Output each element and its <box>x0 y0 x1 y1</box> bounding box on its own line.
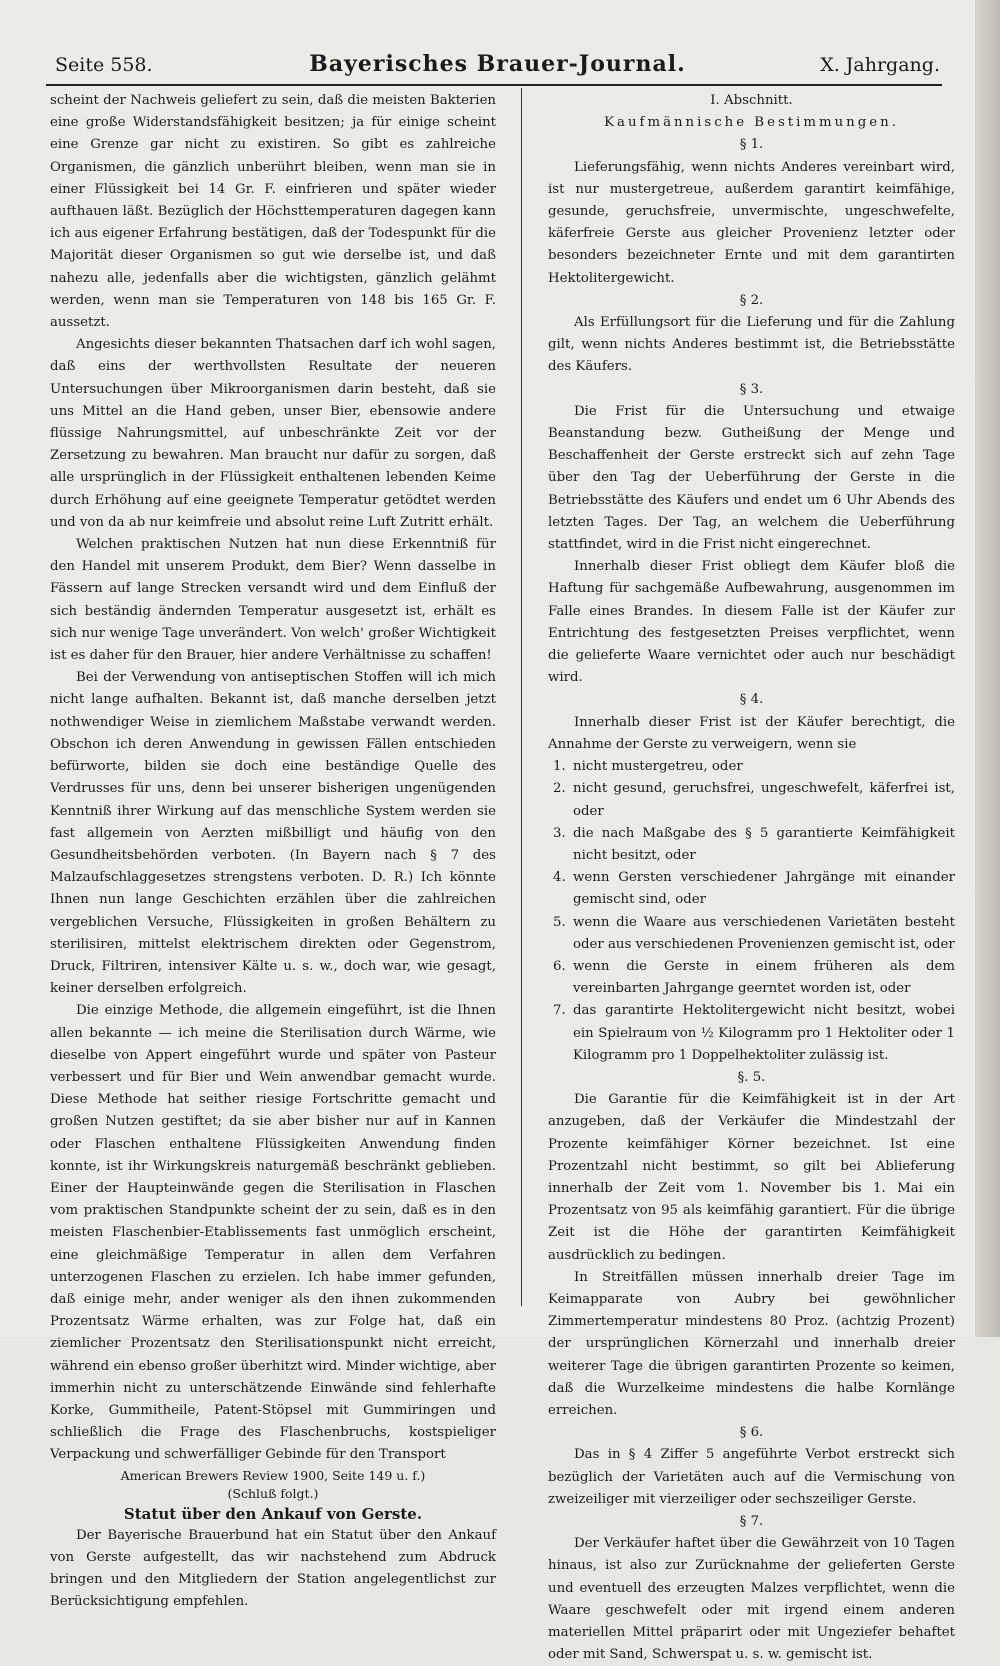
paragraph-number: § 2. <box>739 292 764 308</box>
paragraph-number: § 6. <box>739 1425 764 1441</box>
statute-paragraph: Innerhalb dieser Frist ist der Käufer berechtigt, die Annahme der Gerste zu verweigern, wenn sie <box>548 714 955 752</box>
refusal-conditions-list <box>548 756 955 1067</box>
list-item: 2. nicht gesund, geruchsfrei, ungeschwefelt, käferfrei ist, oder <box>553 781 955 819</box>
article-paragraph: Bei der Verwendung von antiseptischen Stoffen will ich mich nicht lange aufhalten. Bekannt ist, daß manche derselben jetzt nothwendiger Weise in ziemlichem Maßstabe verwandt werden. Obschon ich deren Anwendung in gewissen Fällen entschieden befürworte, bilden sie doch eine beständige Quelle des Verdrusses für uns, denn bei unserer bisherigen ungenügenden Kenntniß ihrer Wirkung auf das menschliche System werden sie fast allgemein von Aerzten mißbilligt und häufig von den Gesundheitsbehörden verboten. (In Bayern nach § 7 des Malzaufschlaggesetzes strengstens verboten. D. R.) Ich könnte Ihnen nun lange Geschichten erzählen über die zahlreichen vergeblichen Versuche, Flüssigkeiten in großen Behältern zu sterilisiren, mittelst elektrischem direkten oder Gegenstrom, Druck, Filtriren, intensiver Kälte u. s. w., doch war, wie gesagt, keiner derselben erfolgreich. <box>50 670 496 997</box>
paragraph-number: § 7. <box>739 1514 764 1529</box>
section-title: Kaufmännische Bestimmungen. <box>604 115 899 131</box>
statute-paragraph: In Streitfällen müssen innerhalb dreier Tage im Keimapparate von Aubry bei gewöhnlicher Zimmertemperatur mindestens 80 Proz. (achtzig Prozent) der ursprünglichen Körnerzahl und innerhalb dreier weiterer Tage die übrigen garantirten Prozente so keimen, daß die Wurzelkeime mindestens die halbe Kornlänge erreichen. <box>548 1269 955 1418</box>
statute-paragraph: Als Erfüllungsort für die Lieferung und für die Zahlung gilt, wenn nichts Anderes bestimmt ist, die Betriebsstätte des Käufers. <box>548 315 955 375</box>
article-paragraph: Die einzige Methode, die allgemein eingeführt, ist die Ihnen allen bekannte — ich meine die Sterilisation durch Wärme, wie dieselbe von Appert eingeführt wurde und später von Pasteur verbessert und für Bier und Wein anwendbar gemacht wurde. Diese Methode hat seither riesige Fortschritte gemacht und großen Nutzen gestiftet; da sie aber bisher nur auf in Kannen oder Flaschen enthaltene Flüssigkeiten Anwendung finden konnte, ist ihr Wirkungskreis naturgemäß beschränkt geblieben. Einer der Haupteinwände gegen die Sterilisation in Flaschen vom praktischen Standpunkte scheint der zu sein, daß es in den meisten Flaschenbier-Etablissements fast unmöglich erscheint, eine gleichmäßige Temperatur in allen dem Verfahren unterzogenen Flaschen zu erzielen. Ich habe immer gefunden, daß einige mehr, ander weniger als den ihnen zukommenden Prozentsatz Wärme erhalten, was zur Folge hat, daß ein ziemlicher Prozentsatz den Sterilisationspunkt nicht erreicht, während ein ebenso großer überhitzt wird. Minder wichtige, aber immerhin nicht zu unterschätzende Einwände sind fehlerhafte Korke, Gummitheile, Patent-Stöpsel mit Gummiringen und schließlich die Frage des Flaschenbruchs, kostspieliger Verpackung und schwerfälliger Gebinde für den Transport <box>50 1003 496 1463</box>
article-source: American Brewers Review 1900, Seite 149 u. f.) <box>120 1467 426 1483</box>
statute-title: Statut über den Ankauf von Gerste. <box>123 1504 423 1523</box>
page-header <box>55 51 940 84</box>
article-paragraph: scheint der Nachweis geliefert zu sein, daß die meisten Bakterien eine große Widerstandsfähigkeit besitzen; ja für einige scheint eine Grenze gar nicht zu existiren. So gibt es zahlreiche Organismen, die gänzlich unberührt bleiben, wenn man sie in einer Flüssigkeit bei 14 Gr. F. einfrieren und später wieder aufthauen läßt. Bezüglich der Höchsttemperaturen dagegen kann ich aus eigener Erfahrung bestätigen, daß der Todespunkt für die Majorität dieser Organismen so gut wie derselbe ist, und daß nahezu alle, jedenfalls aber die wichtigsten, gänzlich gelähmt werden, wenn man sie Temperaturen von 148 bis 165 Gr. F. aussetzt. <box>50 93 496 331</box>
list-item: 3. die nach Maßgabe des § 5 garantierte Keimfähigkeit nicht besitzt, oder <box>553 825 955 863</box>
section-heading: I. Abschnitt. <box>710 93 793 108</box>
statute-paragraph: Das in § 4 Ziffer 5 angeführte Verbot erstreckt sich bezüglich der Varietäten auch auf die Vermischung von zweizeiliger mit vierzeiliger oder sechszeiliger Gerste. <box>548 1447 955 1507</box>
article-paragraph: Welchen praktischen Nutzen hat nun diese Erkenntniß für den Handel mit unserem Produkt, dem Bier? Wenn dasselbe in Fässern auf lange Strecken versandt wird und dem Einfluß der sich beständig ändernden Temperatur ausgesetzt ist, erhält es sich nur wenige Tage unverändert. Von welch' großer Wichtigkeit ist es daher für den Brauer, hier andere Verhältnisse zu schaffen! <box>50 537 496 664</box>
volume-label: X. Jahrgang. <box>820 54 940 76</box>
paragraph-number: § 4. <box>739 692 764 708</box>
statute-intro: Der Bayerische Brauerbund hat ein Statut über den Ankauf von Gerste aufgestellt, das wir nachstehend zum Abdruck bringen und den Mitgliedern der Station angelegentlichst zur Berücksichtigung empfehlen. <box>50 1527 496 1610</box>
list-item: 4. wenn Gersten verschiedener Jahrgänge mit einander gemischt sind, oder <box>553 870 955 908</box>
page-edge-shadow <box>975 0 1000 1337</box>
statute-paragraph: Die Garantie für die Keimfähigkeit ist in der Art anzugeben, daß der Verkäufer die Mindestzahl der Prozente keimfähiger Körner bezeichnet. Ist eine Prozentzahl nicht bestimmt, so gilt bei Ablieferung innerhalb der Zeit vom 1. November bis 1. Mai ein Prozentsatz von 95 als keimfähig garantiert. Für die übrige Zeit ist die Höhe der garantirten Keimfähigkeit ausdrücklich zu bedingen. <box>548 1092 955 1263</box>
right-column <box>548 90 955 1666</box>
journal-title: Bayerisches Brauer-Journal. <box>309 51 686 77</box>
page-number: Seite 558. <box>55 54 153 76</box>
list-item: 7. das garantirte Hektolitergewicht nicht besitzt, wobei ein Spielraum von ½ Kilogramm pro 1 Hektoliter oder 1 Kilogramm pro 1 Doppelhektoliter zulässig ist. <box>553 1003 955 1063</box>
list-item: 5. wenn die Waare aus verschiedenen Varietäten besteht oder aus verschiedenen Provenienzen gemischt ist, oder <box>553 914 955 952</box>
paragraph-number: §. 5. <box>737 1069 766 1085</box>
column-divider <box>521 88 522 1306</box>
statute-paragraph: Innerhalb dieser Frist obliegt dem Käufer bloß die Haftung für sachgemäße Aufbewahrung, ausgenommen im Falle eines Brandes. In diesem Falle ist der Käufer zur Entrichtung des festgesetzten Preises verpflichtet, wenn die gelieferte Waare vernichtet oder auch nur beschädigt wird. <box>548 559 955 686</box>
paragraph-number: § 3. <box>739 381 764 397</box>
statute-paragraph: Der Verkäufer haftet über die Gewährzeit von 10 Tagen hinaus, ist also zur Zurücknahme der gelieferten Gerste und eventuell des erzeugten Malzes verpflichtet, wenn die Waare geschwefelt oder mit irgend einem anderen materiellen Mittel präparirt oder mit Ungeziefer behaftet oder mit Sand, Schwerspat u. s. w. gemischt ist. <box>548 1536 955 1663</box>
left-column <box>50 90 496 1614</box>
paragraph-number: § 1. <box>739 137 764 153</box>
list-item: 6. wenn die Gerste in einem früheren als dem vereinbarten Jahrgange geerntet worden ist, oder <box>553 958 955 997</box>
list-item: 1. nicht mustergetreu, oder <box>553 759 743 775</box>
article-paragraph: Angesichts dieser bekannten Thatsachen darf ich wohl sagen, daß eins der werthvollsten Resultate der neueren Untersuchungen über Mikroorganismen darin besteht, daß sie uns Mittel an die Hand geben, unser Bier, ebensowie andere flüssige Nahrungsmittel, auf unbeschränkte Zeit vor der Zersetzung zu bewahren. Man braucht nur dafür zu sorgen, daß alle ursprünglich in der Flüssigkeit enthaltenen lebenden Keime durch Erhöhung auf eine geeignete Temperatur getödtet werden und von da ab nur keimfreie und absolut reine Luft Zutritt erhält. <box>50 337 496 530</box>
statute-paragraph: Lieferungsfähig, wenn nichts Anderes vereinbart wird, ist nur mustergetreue, außerdem garantirt keimfähige, gesunde, geruchsfreie, unvermischte, ungeschwefelte, käferfreie Gerste aus gleicher Provenienz letzter oder besonders bezeichneter Ernte und mit dem garantirten Hektolitergewicht. <box>548 159 955 286</box>
continued-note: (Schluß folgt.) <box>227 1485 319 1501</box>
statute-paragraph: Die Frist für die Untersuchung und etwaige Beanstandung bezw. Gutheißung der Menge und Beschaffenheit der Gerste erstreckt sich auf zehn Tage über den Tag der Ueberführung der Gerste in die Betriebsstätte des Käufers und endet um 6 Uhr Abends des letzten Tages. Der Tag, an welchem die Ueberführung stattfindet, wird in die Frist nicht eingerechnet. <box>548 403 955 553</box>
header-rule <box>46 84 942 86</box>
